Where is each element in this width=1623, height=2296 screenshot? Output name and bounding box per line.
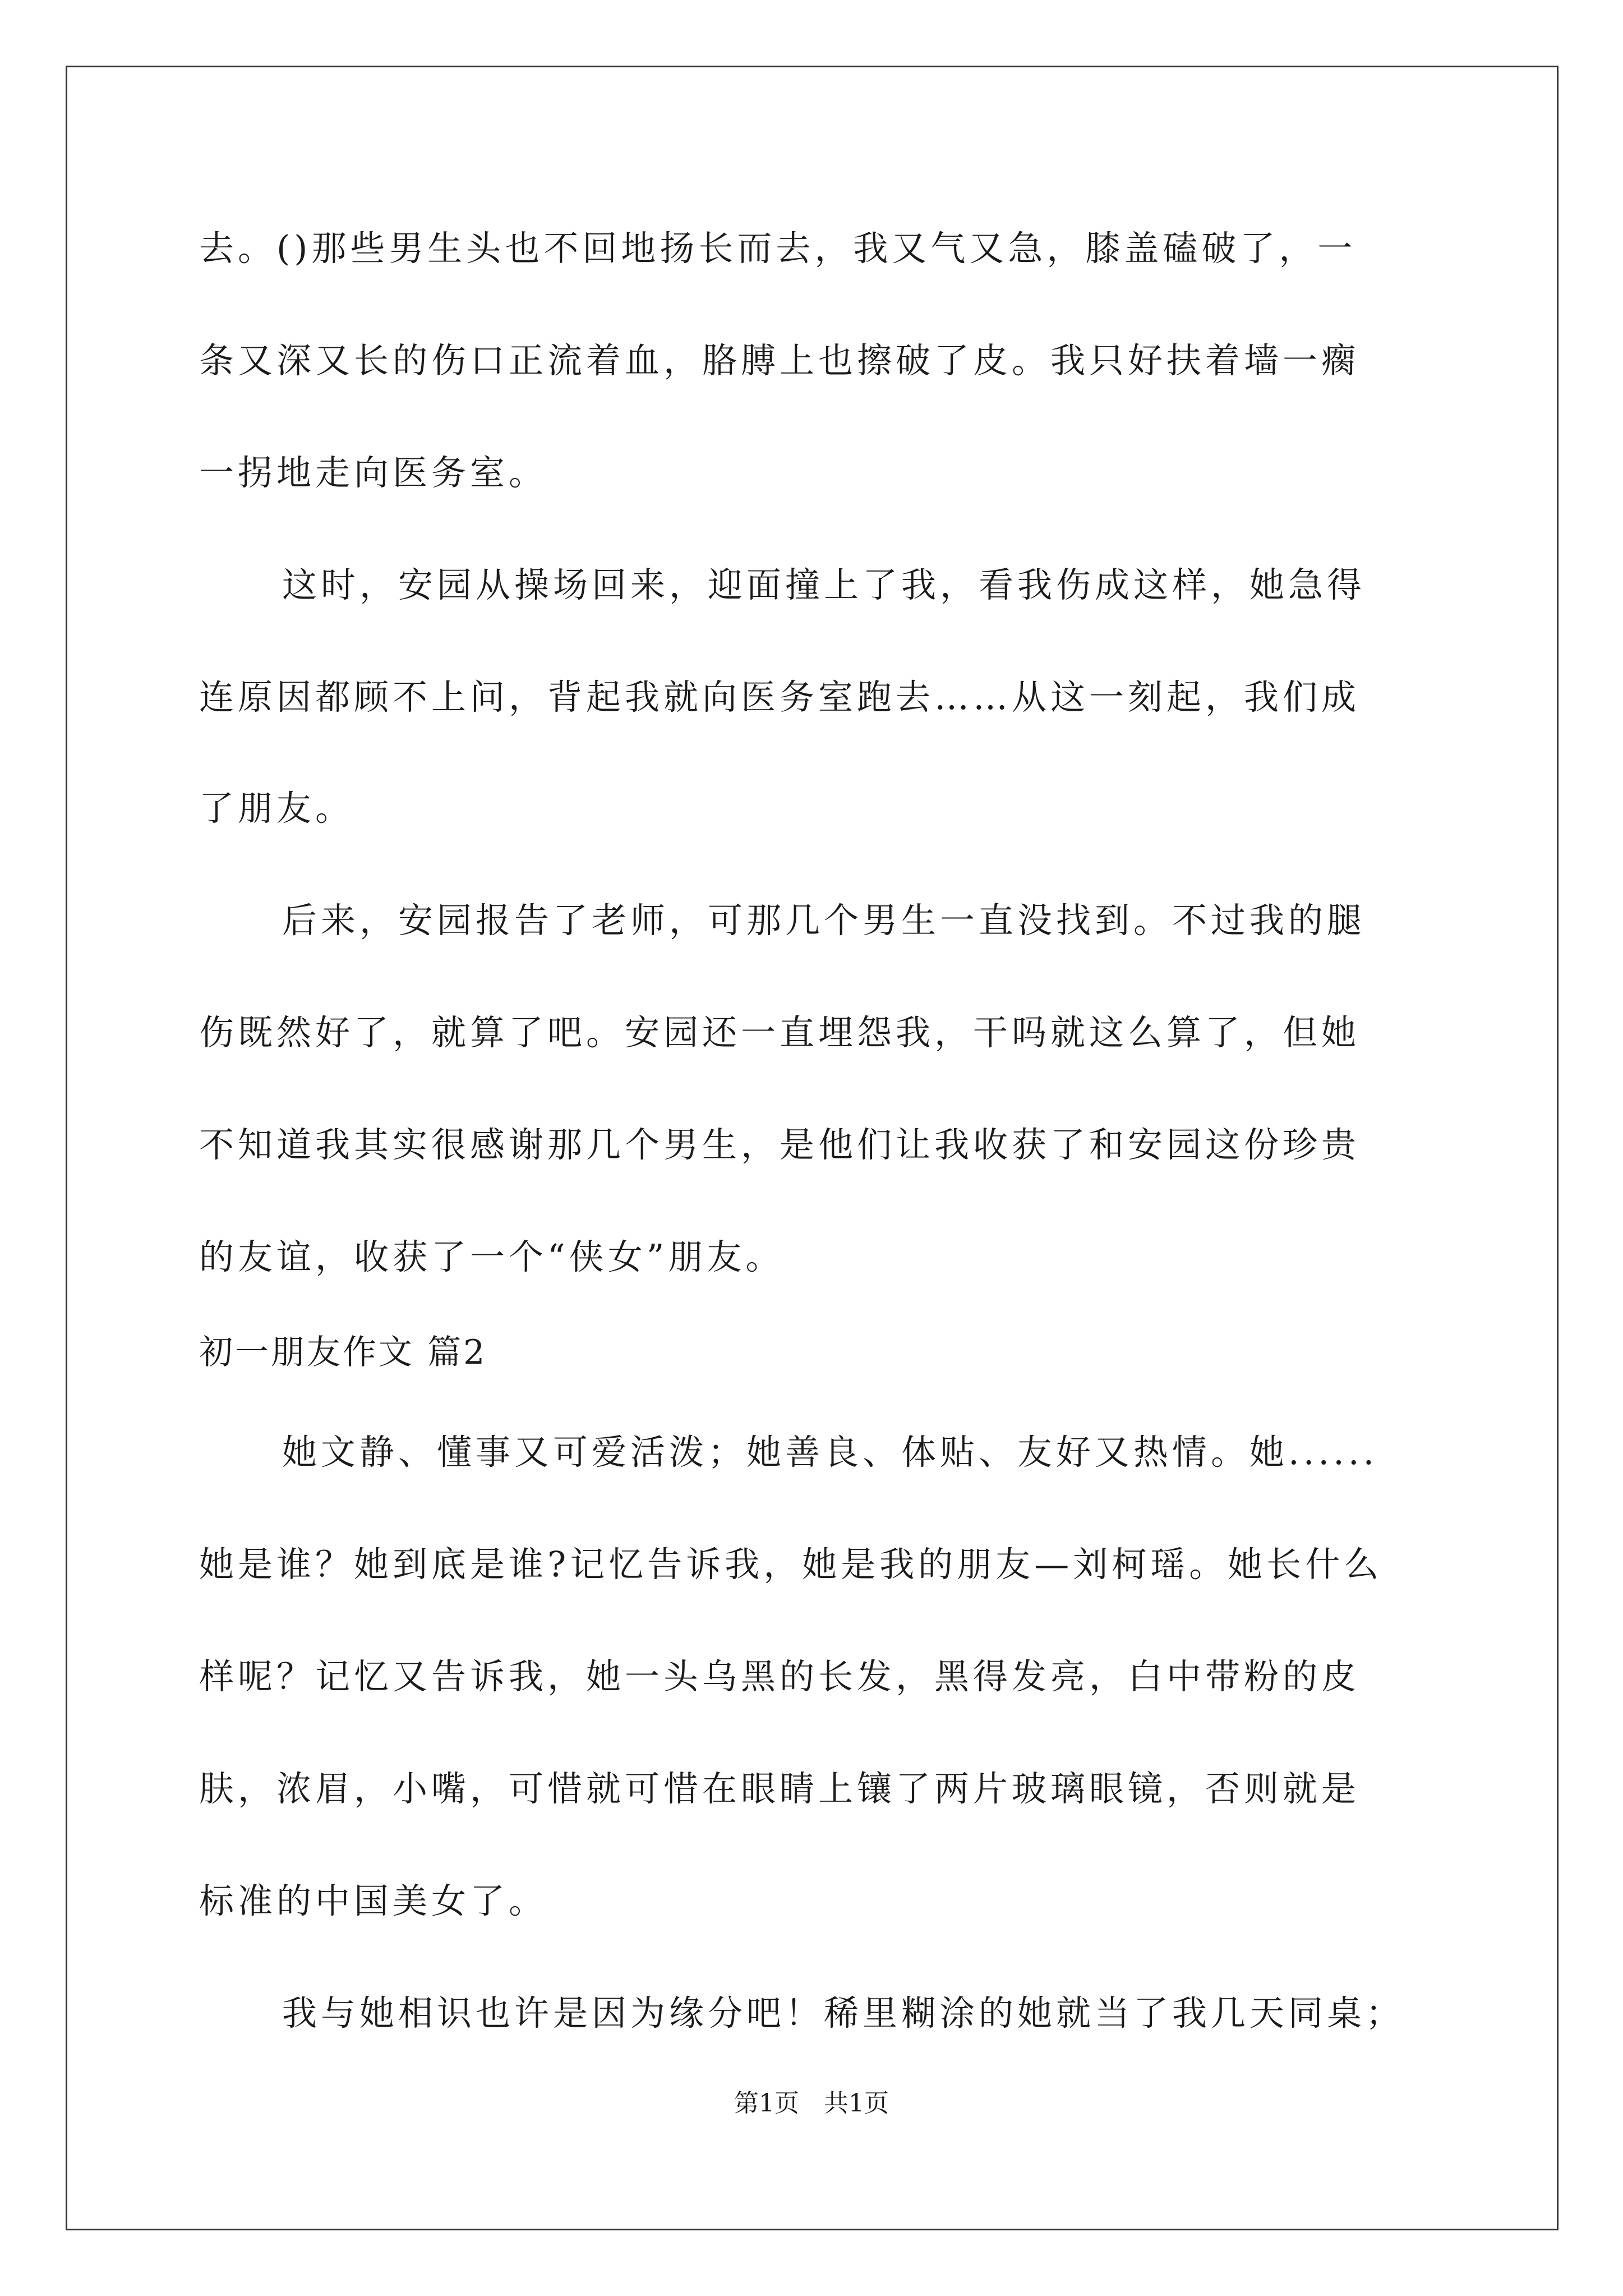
text-line: 去。()那些男生头也不回地扬长而去，我又气又急，膝盖磕破了，一 <box>199 228 1357 269</box>
paragraph-first-line: 这时，安园从操场回来，迎面撞上了我，看我伤成这样，她急得 <box>282 564 1366 605</box>
paragraph-first-line: 我与她相识也许是因为缘分吧！稀里糊涂的她就当了我几天同桌； <box>282 1993 1405 2033</box>
text-line: 连原因都顾不上问，背起我就向医务室跑去……从这一刻起，我们成 <box>199 677 1361 717</box>
page-footer: 第1页 共1页 <box>734 2089 889 2118</box>
text-line: 的友谊，收获了一个“侠女”朋友。 <box>199 1236 785 1277</box>
text-line: 不知道我其实很感谢那几个男生，是他们让我收获了和安园这份珍贵 <box>199 1124 1361 1165</box>
text-line: 条又深又长的伤口正流着血，胳膊上也擦破了皮。我只好扶着墙一瘸 <box>199 340 1361 381</box>
text-line: 了朋友。 <box>199 788 354 829</box>
text-line: 肤，浓眉，小嘴，可惜就可惜在眼睛上镶了两片玻璃眼镜，否则就是 <box>199 1768 1361 1809</box>
text-line: 伤既然好了，就算了吧。安园还一直埋怨我，干吗就这么算了，但她 <box>199 1012 1361 1053</box>
text-line: 她是谁？她到底是谁?记忆告诉我，她是我的朋友—刘柯瑶。她长什么 <box>199 1544 1383 1585</box>
text-line: 标准的中国美女了。 <box>199 1880 548 1921</box>
text-line: 样呢？记忆又告诉我，她一头乌黑的长发，黑得发亮，白中带粉的皮 <box>199 1656 1361 1697</box>
section-heading: 初一朋友作文 篇2 <box>199 1333 487 1372</box>
text-line: 一拐地走向医务室。 <box>199 452 548 493</box>
paragraph-first-line: 她文静、懂事又可爱活泼；她善良、体贴、友好又热情。她...... <box>282 1432 1378 1473</box>
paragraph-first-line: 后来，安园报告了老师，可那几个男生一直没找到。不过我的腿 <box>282 900 1366 941</box>
